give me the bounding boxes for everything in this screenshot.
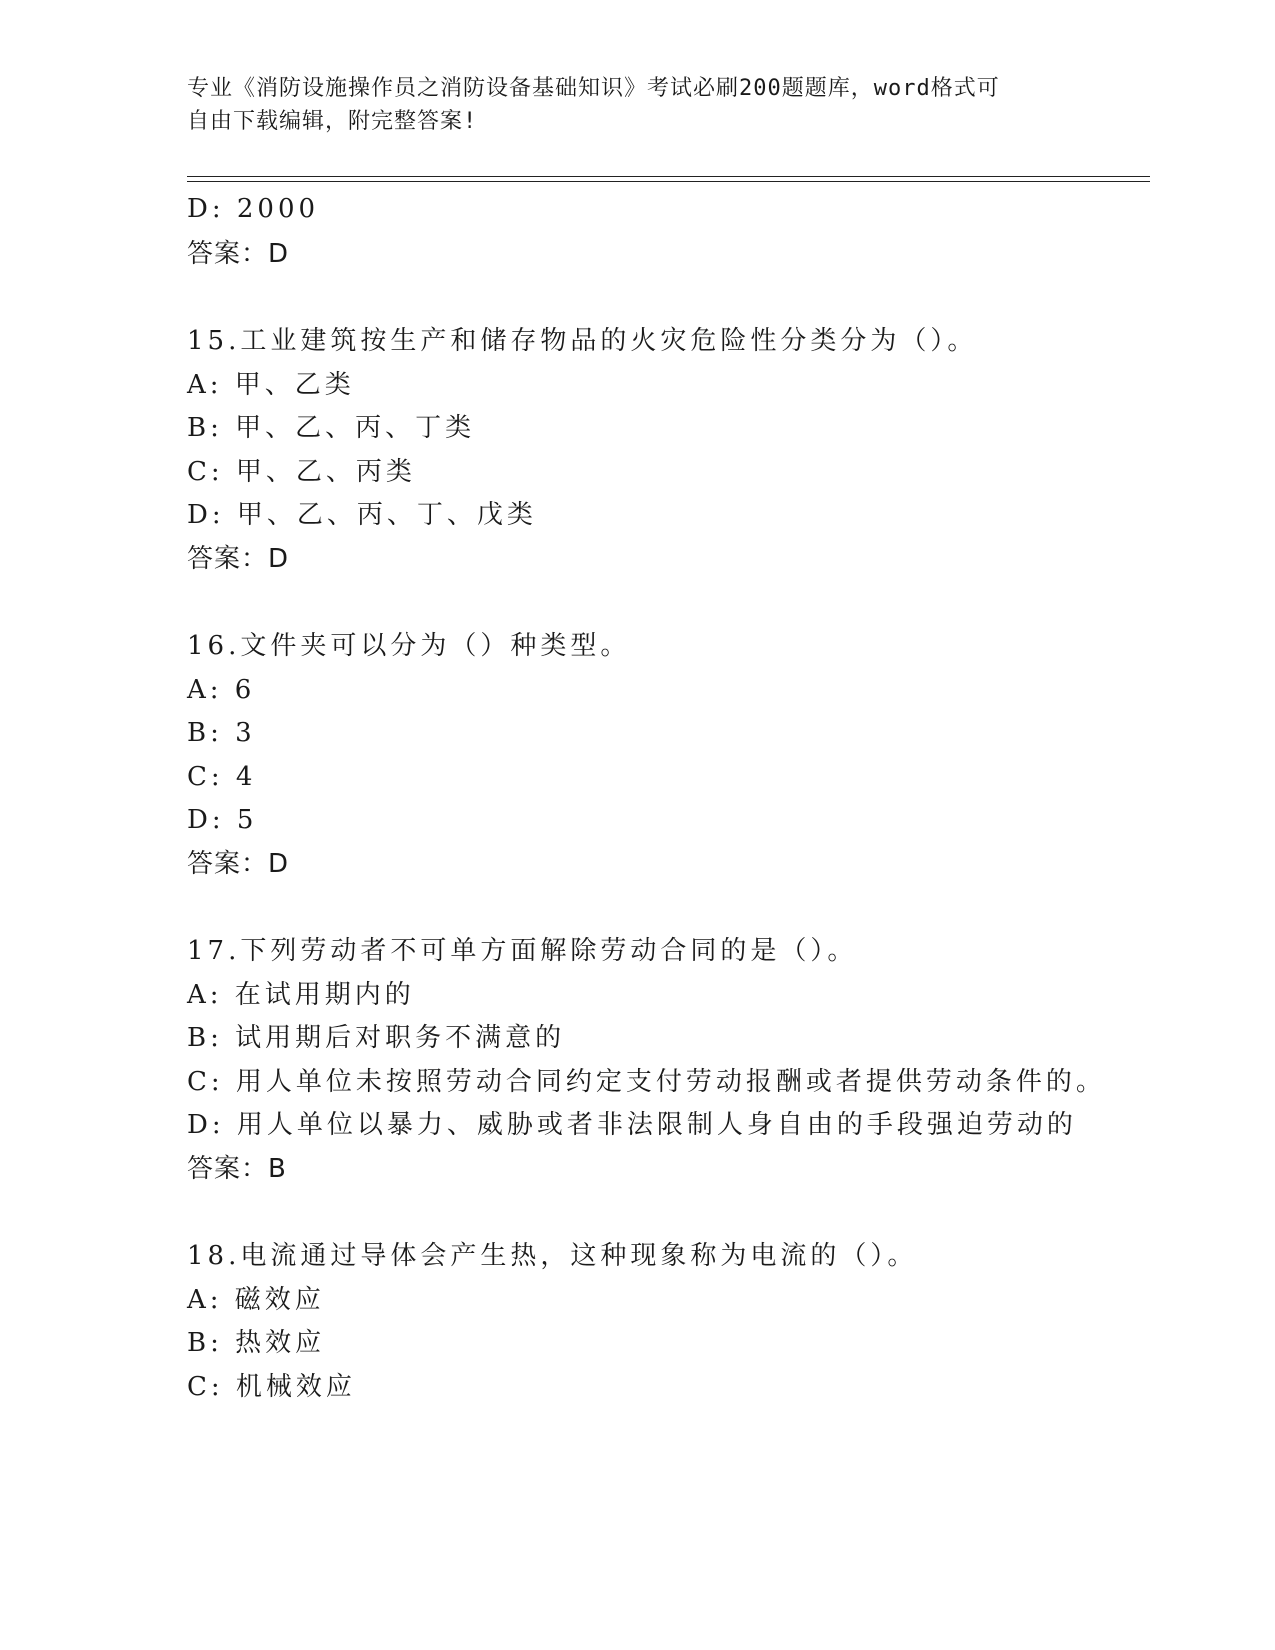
question-17-answer: 答案：B [187, 1154, 287, 1184]
question-18-option-a: A: 磁效应 [187, 1285, 325, 1315]
question-17-option-a: A: 在试用期内的 [187, 980, 415, 1010]
question-18-option-b: B: 热效应 [187, 1328, 326, 1358]
question-16-stem: 16.文件夹可以分为（）种类型。 [187, 631, 631, 661]
question-15-option-d: D: 甲、乙、丙、丁、戊类 [187, 500, 537, 530]
question-16-option-b: B: 3 [187, 718, 256, 748]
prev-answer: 答案：D [187, 239, 290, 269]
header-divider-top [187, 176, 1150, 177]
question-18-stem: 18.电流通过导体会产生热，这种现象称为电流的（）。 [187, 1241, 918, 1271]
question-15-option-c: C: 甲、乙、丙类 [187, 457, 416, 487]
question-18-option-c: C: 机械效应 [187, 1372, 356, 1402]
question-17-option-c: C: 用人单位未按照劳动合同约定支付劳动报酬或者提供劳动条件的。 [187, 1067, 1106, 1097]
question-17-option-b: B: 试用期后对职务不满意的 [187, 1023, 566, 1053]
header-line-2: 自由下载编辑，附完整答案! [187, 109, 478, 134]
document-header [187, 72, 1067, 138]
question-15-option-b: B: 甲、乙、丙、丁类 [187, 413, 476, 443]
question-17-stem: 17.下列劳动者不可单方面解除劳动合同的是（）。 [187, 936, 858, 966]
prev-option-d: D: 2000 [187, 194, 320, 224]
question-15-option-a: A: 甲、乙类 [187, 370, 355, 400]
question-16-option-d: D: 5 [187, 805, 258, 835]
question-16-answer: 答案：D [187, 849, 290, 879]
question-16-option-c: C: 4 [187, 762, 257, 792]
question-16-option-a: A: 6 [187, 675, 256, 705]
question-17-option-d: D: 用人单位以暴力、威胁或者非法限制人身自由的手段强迫劳动的 [187, 1110, 1077, 1140]
header-line-1: 专业《消防设施操作员之消防设备基础知识》考试必刷200题题库，word格式可 [187, 76, 1000, 101]
header-divider-bottom [187, 181, 1150, 182]
question-15-stem: 15.工业建筑按生产和储存物品的火灾危险性分类分为（）。 [187, 326, 978, 356]
question-15-answer: 答案：D [187, 544, 290, 574]
